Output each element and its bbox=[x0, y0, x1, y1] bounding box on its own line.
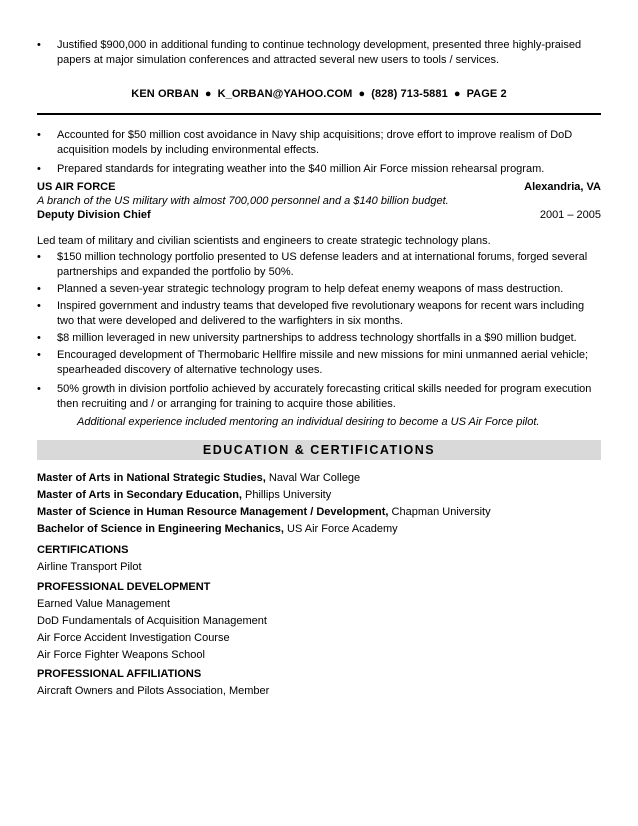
job-bullets bbox=[37, 250, 601, 414]
degree-item: Master of Arts in Secondary Education, Phillips University bbox=[37, 489, 332, 501]
professional-affiliations-heading: PROFESSIONAL AFFILIATIONS bbox=[37, 668, 202, 680]
bullet-icon: • bbox=[37, 163, 41, 175]
header-email: K_ORBAN@YAHOO.COM bbox=[217, 88, 353, 100]
bullet-item: • Planned a seven-year strategic technology program to help defeat enemy weapons of mass destruction. bbox=[37, 283, 564, 295]
continued-bullets bbox=[37, 128, 601, 177]
degree-item: Master of Arts in National Strategic Studies, Naval War College bbox=[37, 472, 361, 484]
bullet-item: • Justified $900,000 in additional funding to continue technology development, presented three highly-praised papers at major simulation conferences and attracted several new users to tools / services. bbox=[37, 39, 582, 66]
additional-experience-note: Additional experience included mentoring an individual desiring to become a US Air Force pilot. bbox=[77, 416, 540, 428]
bullet-icon: • bbox=[37, 383, 41, 395]
education-section bbox=[37, 470, 601, 700]
professional-development-item: DoD Fundamentals of Acquisition Management bbox=[37, 615, 267, 627]
professional-development-heading: PROFESSIONAL DEVELOPMENT bbox=[37, 581, 211, 593]
employer: US AIR FORCE bbox=[37, 181, 116, 193]
bullet-item: • Inspired government and industry teams that developed five revolutionary weapons for recent wars including two that were developed and delivered to the warfighters in six months. bbox=[37, 300, 585, 327]
bullet-icon: • bbox=[37, 332, 41, 344]
bullet-icon: • bbox=[37, 251, 41, 263]
job-title: Deputy Division Chief bbox=[37, 209, 151, 221]
bullet-icon: • bbox=[37, 129, 41, 141]
bullet-item: • $150 million technology portfolio presented to US defense leaders and at international forums, forged several partnerships and expanded the portfolio by 50%. bbox=[37, 251, 588, 278]
previous-job-bullets bbox=[37, 38, 601, 68]
bullet-item: • Accounted for $50 million cost avoidance in Navy ship acquisitions; drove effort to improve realism of DoD acquisition models by including environmental effects. bbox=[37, 129, 573, 156]
job-header bbox=[37, 180, 601, 222]
header-name: KEN ORBAN bbox=[131, 88, 199, 100]
bullet-item: • 50% growth in division portfolio achieved by accurately forecasting critical skills needed for program execution then recruiting and / or arranging for training to acquire those abilities. bbox=[37, 383, 592, 410]
bullet-item: • Encouraged development of Thermobaric Hellfire missile and new missions for mini unmanned aerial vehicle; spearheaded discovery of alternative technology uses. bbox=[37, 349, 589, 376]
degree-item: Master of Science in Human Resource Management / Development, Chapman University bbox=[37, 506, 491, 518]
bullet-item: • $8 million leveraged in new university partnerships to address technology shortfalls in a $90 million budget. bbox=[37, 332, 577, 344]
certification-item: Airline Transport Pilot bbox=[37, 561, 142, 573]
header-page-number: PAGE 2 bbox=[466, 88, 507, 100]
professional-development-item: Earned Value Management bbox=[37, 598, 171, 610]
certifications-heading: CERTIFICATIONS bbox=[37, 544, 129, 556]
professional-development-item: Air Force Fighter Weapons School bbox=[37, 649, 205, 661]
bullet-icon: • bbox=[37, 39, 41, 51]
degree-item: Bachelor of Science in Engineering Mechanics, US Air Force Academy bbox=[37, 523, 398, 535]
employer-description: A branch of the US military with almost 700,000 personnel and a $140 billion budget. bbox=[37, 195, 449, 207]
header-rule bbox=[37, 113, 601, 115]
bullet-icon: • bbox=[37, 349, 41, 361]
header-phone: (828) 713-5881 bbox=[371, 88, 448, 100]
education-heading: EDUCATION & CERTIFICATIONS bbox=[37, 440, 601, 460]
job-dates: 2001 – 2005 bbox=[539, 209, 601, 221]
job-location: Alexandria, VA bbox=[524, 181, 601, 193]
job-intro: Led team of military and civilian scientists and engineers to create strategic technology plans. bbox=[37, 235, 491, 247]
header-separator: ● bbox=[358, 88, 366, 100]
bullet-icon: • bbox=[37, 283, 41, 295]
header-separator: ● bbox=[204, 88, 212, 100]
bullet-item: • Prepared standards for integrating weather into the $40 million Air Force mission rehearsal program. bbox=[37, 163, 545, 175]
bullet-icon: • bbox=[37, 300, 41, 312]
affiliation-item: Aircraft Owners and Pilots Association, Member bbox=[37, 685, 270, 697]
header-separator: ● bbox=[453, 88, 461, 100]
professional-development-item: Air Force Accident Investigation Course bbox=[37, 632, 230, 644]
page-header bbox=[37, 88, 601, 100]
